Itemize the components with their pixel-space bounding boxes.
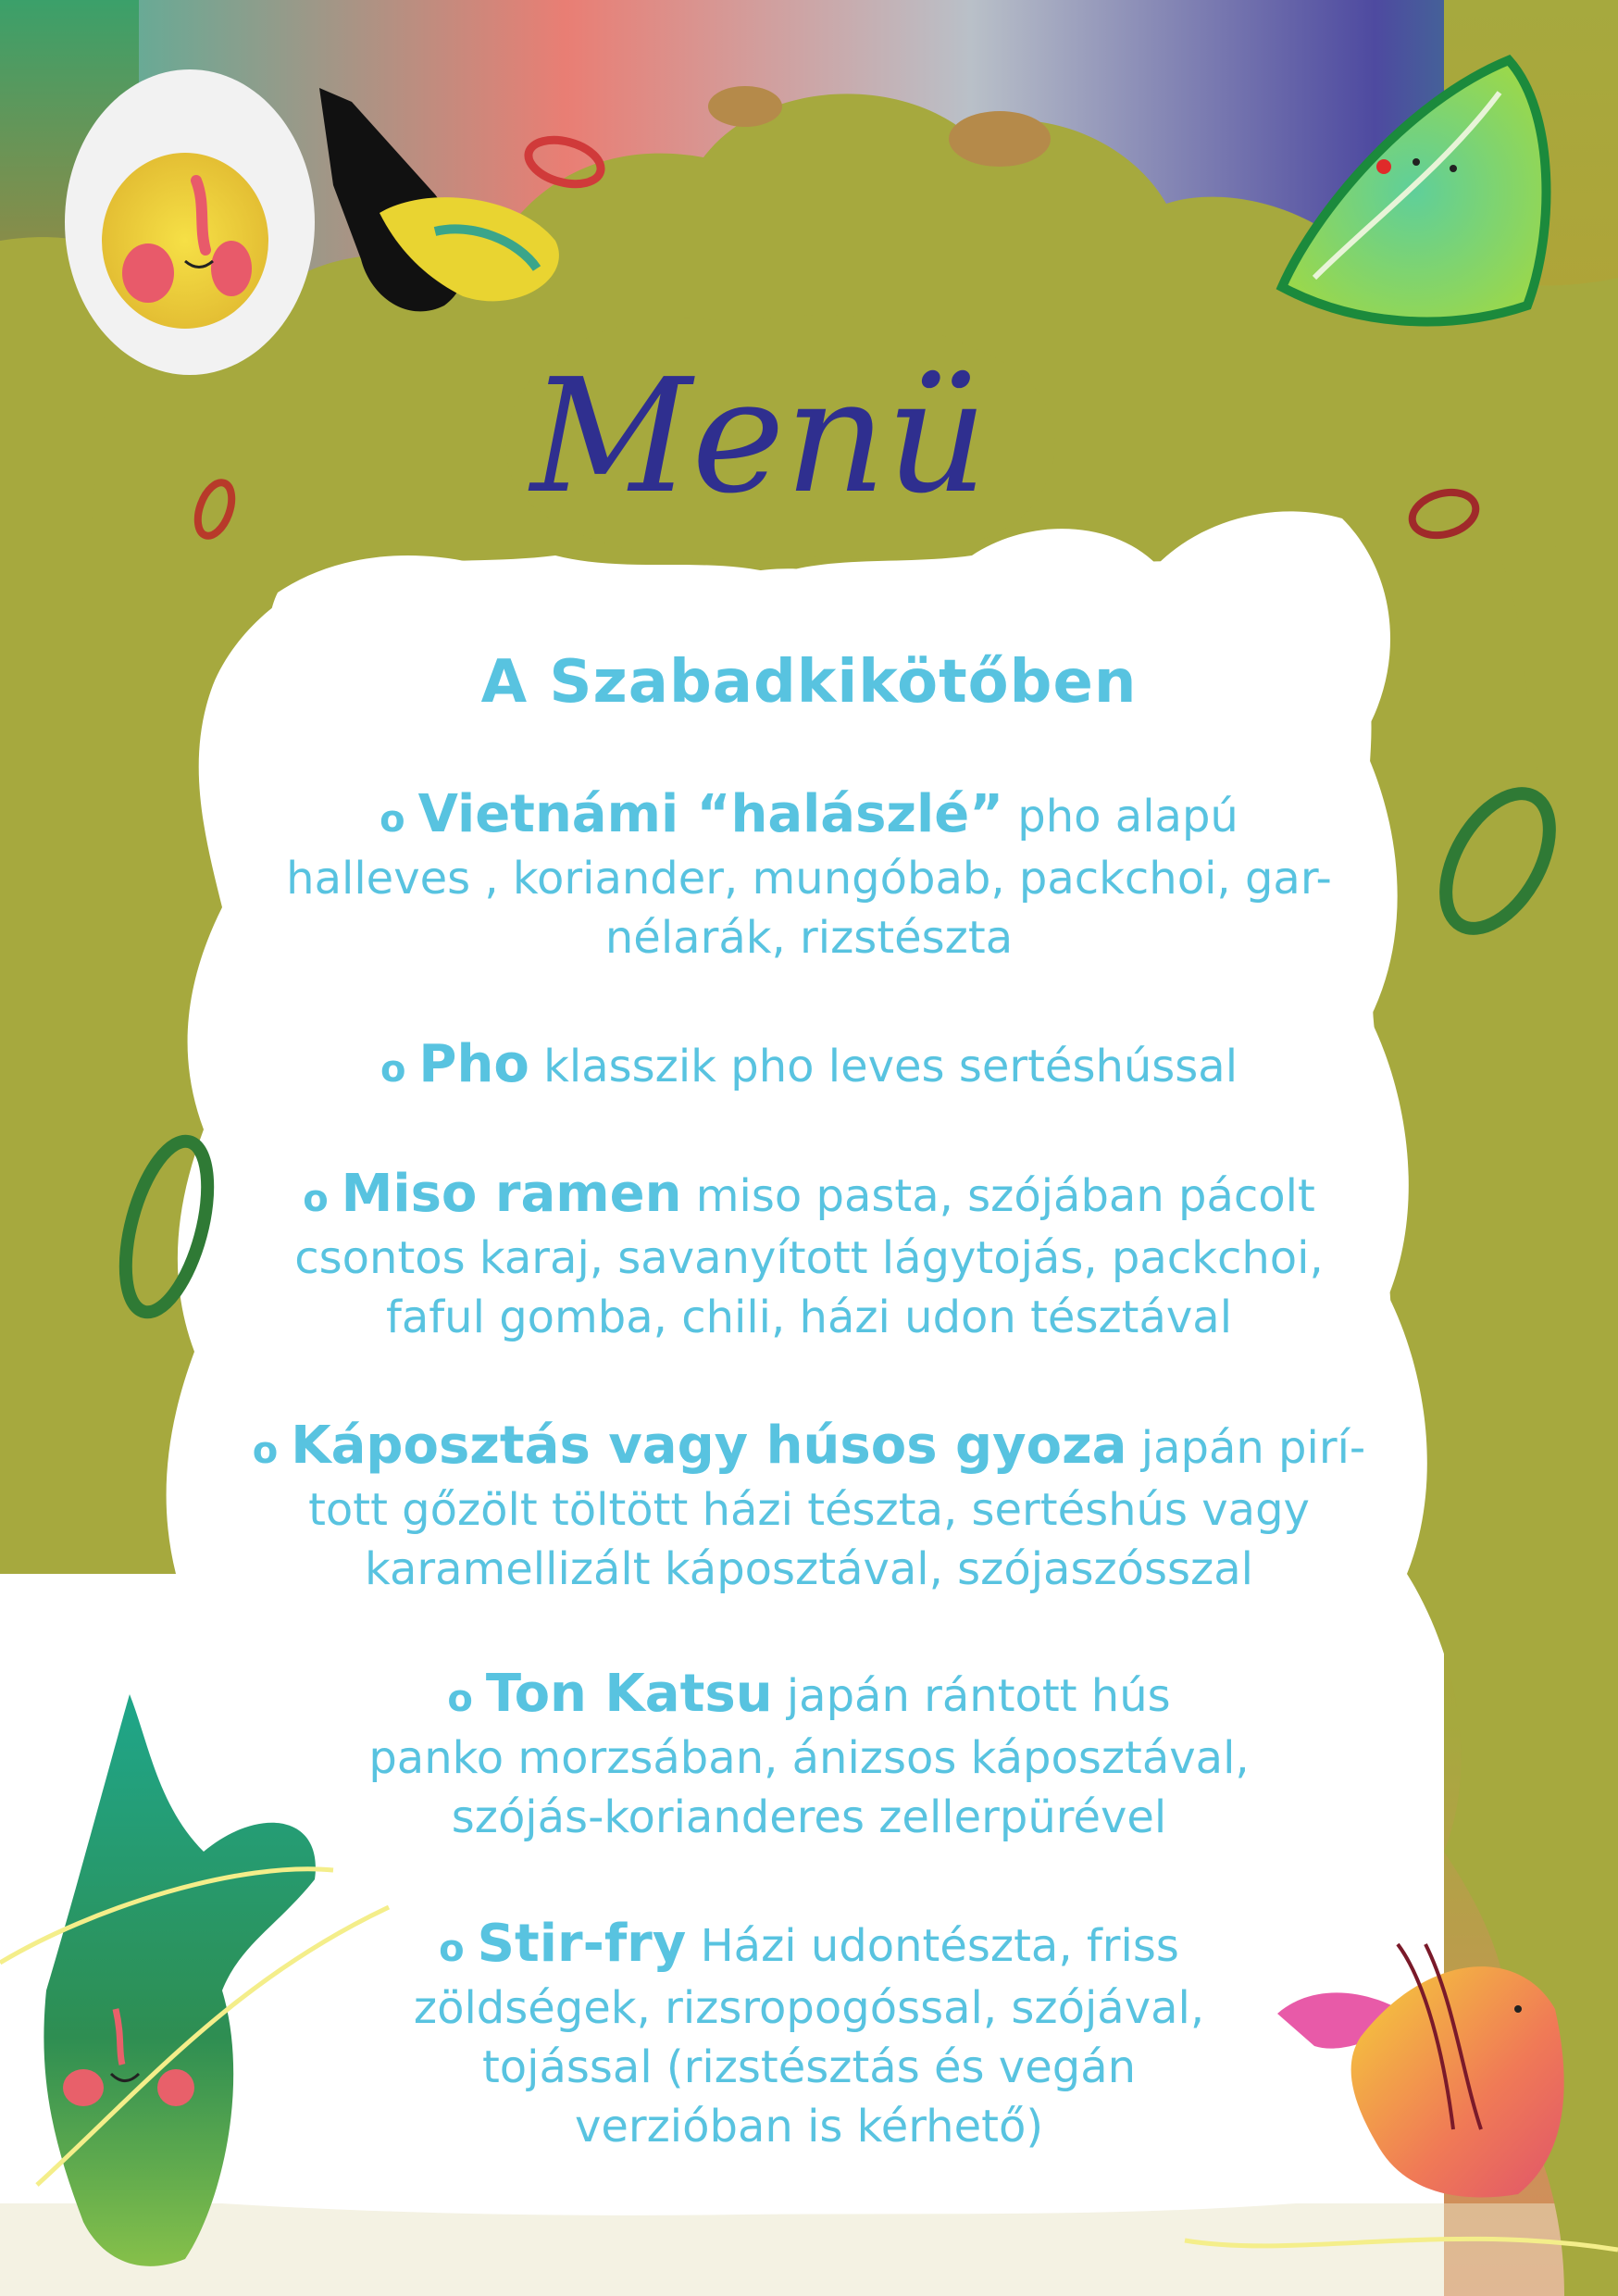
menu-item [231,1416,1387,1599]
menu-item [231,1665,1387,1847]
dish-description: japán rántott hús [786,1670,1171,1722]
dish-description: faful gomba, chili, házi udon tésztával [385,1292,1233,1343]
dish-description: zöldségek, rizsropogóssal, szójával, [413,1982,1205,2034]
dish-description: pho alapú [1017,791,1238,842]
dish-name: Miso ramen [341,1164,682,1224]
dish-name: Stir-fry [477,1914,687,1974]
dish-description: szójás-korianderes zellerpürével [451,1791,1167,1843]
menu-item [231,1915,1387,2156]
location-subtitle: A Szabadkikötőben [480,648,1138,717]
dish-name: Ton Katsu [485,1664,773,1724]
dish-description: japán pirí- [1140,1422,1366,1474]
dish-description: verzióban is kérhető) [574,2101,1044,2152]
menu-item [231,1035,1387,1099]
dish-name: Pho [418,1034,529,1094]
bullet: o [380,798,405,841]
menu-item [231,1165,1387,1347]
dish-description: Házi udontészta, friss [700,1920,1179,1972]
bullet: o [303,1178,329,1220]
bullet: o [252,1429,279,1472]
dish-description: tott gőzölt töltött házi tészta, sertéshús vagy [308,1484,1310,1536]
bullet: o [447,1678,473,1720]
dish-description: tojással (rizstésztás és vegán [481,2041,1137,2093]
dish-name: Vietnámi “halászlé” [417,784,1003,844]
menu-title: Menü [530,345,988,529]
dish-name: Káposztás vagy húsos gyoza [291,1416,1127,1476]
dish-description: karamellizált káposztával, szójaszósszal [365,1543,1253,1595]
dish-description: miso pasta, szójában pácolt [695,1170,1315,1222]
menu-item [231,785,1387,967]
dish-description: halleves , koriander, mungóbab, packchoi, gar- [286,853,1332,905]
dish-description: panko morzsában, ánizsos káposztával, [368,1732,1250,1784]
dish-description: nélarák, rizstészta [604,912,1014,964]
bullet: o [439,1928,465,1970]
bullet: o [380,1048,406,1091]
dish-description: klasszik pho leves sertéshússal [543,1041,1238,1092]
dish-description: csontos karaj, savanyított lágytojás, packchoi, [294,1232,1324,1284]
